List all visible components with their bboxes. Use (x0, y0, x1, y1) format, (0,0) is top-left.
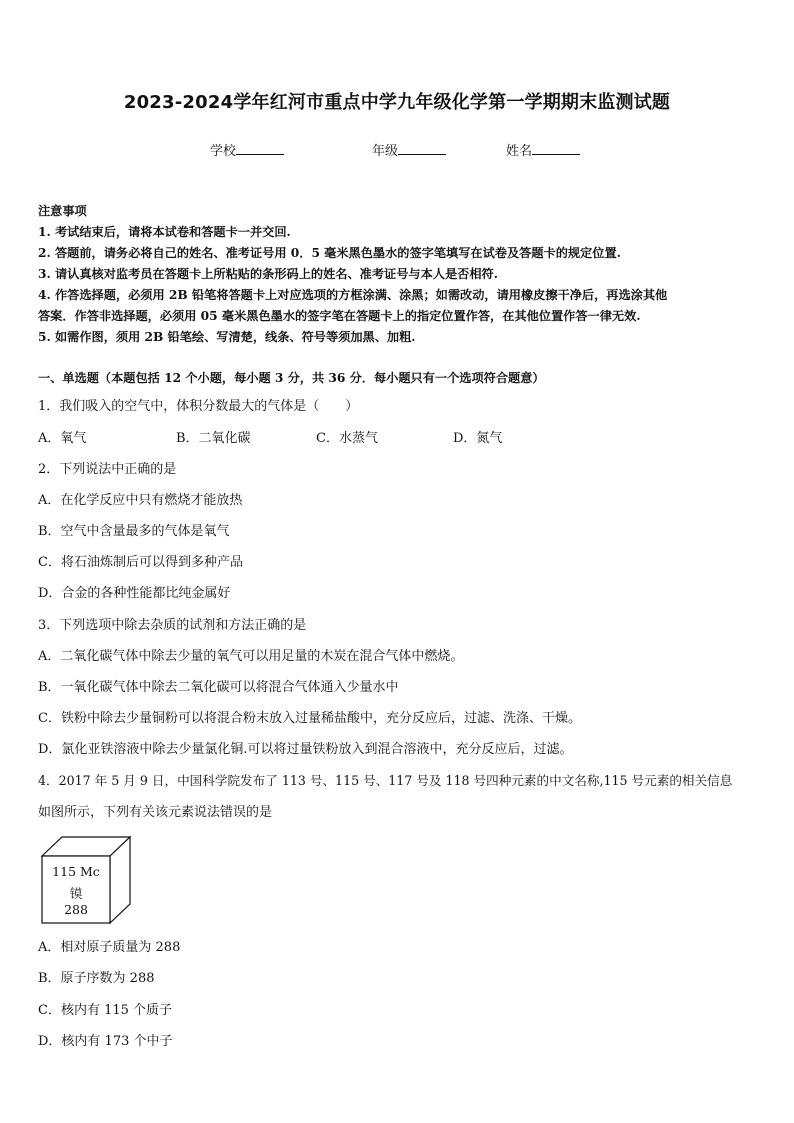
grade-blank (398, 141, 446, 155)
element-cube-figure (38, 834, 138, 930)
q3-option-b: B．一氧化碳气体中除去二氧化碳可以将混合气体通入少量水中 (38, 680, 399, 695)
student-info-row (0, 140, 794, 160)
element-number-symbol: 115 Mc (52, 864, 100, 879)
school-label: 学校 (210, 144, 237, 159)
note-item: 3. 请认真核对监考员在答题卡上所粘贴的条形码上的姓名、准考证号与本人是否相符. (38, 267, 498, 281)
question-3-stem: 3．下列选项中除去杂质的试剂和方法正确的是 (38, 618, 307, 633)
q1-option-c: C．水蒸气 (316, 431, 378, 446)
notes-heading: 注意事项 (38, 204, 87, 218)
grade-label: 年级 (372, 144, 399, 159)
name-label: 姓名 (506, 144, 533, 159)
q4-option-a: A．相对原子质量为 288 (38, 940, 181, 955)
note-item: 答案．作答非选择题，必须用 05 毫米黑色墨水的签字笔在答题卡上的指定位置作答，在其他位置作答一律无效. (38, 309, 641, 323)
exam-title: 2023-2024学年红河市重点中学九年级化学第一学期期末监测试题 (123, 92, 671, 113)
school-blank (236, 141, 284, 155)
name-field (506, 140, 580, 159)
q1-option-a: A．氧气 (38, 431, 87, 446)
q4-option-c: C．核内有 115 个质子 (38, 1003, 173, 1018)
q3-option-c: C．铁粉中除去少量铜粉可以将混合粉末放入过量稀盐酸中，充分反应后，过滤、洗涤、干燥。 (38, 711, 581, 726)
element-mass: 288 (64, 902, 88, 917)
q4-option-d: D．核内有 173 个中子 (38, 1034, 173, 1049)
section-heading: 一、单选题（本题包括 12 个小题，每小题 3 分，共 36 分．每小题只有一个选项符合题意） (38, 371, 545, 385)
q2-option-d: D．合金的各种性能都比纯金属好 (38, 586, 231, 601)
q1-option-b: B．二氧化碳 (176, 431, 251, 446)
name-blank (532, 141, 580, 155)
q2-option-b: B．空气中含量最多的气体是氧气 (38, 524, 230, 539)
question-1-stem: 1．我们吸入的空气中，体积分数最大的气体是（ ） (38, 399, 359, 414)
note-item: 4. 作答选择题，必须用 2B 铅笔将答题卡上对应选项的方框涂满、涂黑；如需改动，请用橡皮擦干净后，再选涂其他 (38, 288, 668, 302)
grade-field (372, 140, 446, 159)
note-item: 5. 如需作图，须用 2B 铅笔绘、写清楚，线条、符号等须加黑、加粗. (38, 330, 416, 344)
question-4-stem-line1: 4．2017 年 5 月 9 日，中国科学院发布了 113 号、115 号、117 号及 118 号四种元素的中文名称,115 号元素的相关信息 (38, 773, 733, 788)
q2-option-c: C．将石油炼制后可以得到多种产品 (38, 555, 243, 570)
element-name: 镆 (69, 886, 83, 901)
q3-option-a: A．二氧化碳气体中除去少量的氧气可以用足量的木炭在混合气体中燃烧。 (38, 649, 464, 664)
school-field (210, 140, 284, 159)
q3-option-d: D．氯化亚铁溶液中除去少量氯化铜.可以将过量铁粉放入到混合溶液中，充分反应后，过滤。 (38, 742, 573, 757)
question-2-stem: 2．下列说法中正确的是 (38, 462, 177, 477)
q1-option-d: D．氮气 (453, 431, 503, 446)
note-item: 2. 答题前，请务必将自己的姓名、准考证号用 0．5 毫米黑色墨水的签字笔填写在试卷及答题卡的规定位置. (38, 246, 621, 260)
note-item: 1. 考试结束后，请将本试卷和答题卡一并交回. (38, 225, 291, 239)
q2-option-a: A．在化学反应中只有燃烧才能放热 (38, 493, 243, 508)
question-4-stem-line2: 如图所示，下列有关该元素说法错误的是 (38, 805, 273, 820)
q4-option-b: B．原子序数为 288 (38, 971, 155, 986)
